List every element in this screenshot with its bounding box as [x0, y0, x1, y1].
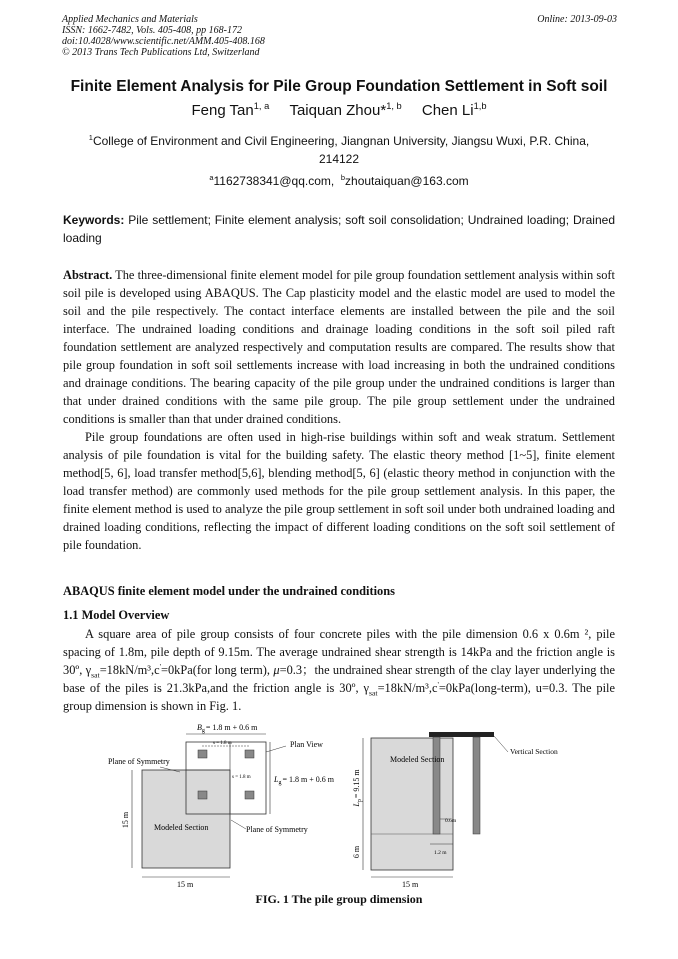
modeled-section-label: Modeled Section [390, 755, 445, 764]
journal-issn: ISSN: 1662-7482, Vols. 405-408, pp 168-172 [62, 25, 242, 36]
pile-plan [198, 791, 207, 799]
journal-name: Applied Mechanics and Materials [62, 14, 198, 25]
vertical-section-label: Vertical Section [510, 747, 558, 756]
width-label: 15 m [177, 880, 194, 889]
plane-symmetry-label: Plane of Symmetry [108, 757, 170, 766]
bg-label: $B_g= 1.8$ m + 0.6 m [197, 723, 258, 734]
author: Feng Tan$^{1, a}$ [191, 101, 270, 119]
figure-caption: FIG. 1 The pile group dimension [255, 892, 423, 906]
pile-plan [198, 750, 207, 758]
width-label: 15 m [402, 880, 419, 889]
affiliation: $^1$College of Environment and Civil Engineering, Jiangnan University, Jiangsu Wuxi, P.R. China, 214122 [88, 133, 590, 166]
plan-view-label: Plan View [290, 740, 323, 749]
abstract-section [63, 266, 615, 554]
figure-1 [100, 716, 620, 892]
author: Taiquan Zhou*$^{1, b}$ [289, 101, 402, 119]
journal-copyright: © 2013 Trans Tech Publications Ltd, Switzerland [62, 47, 260, 58]
journal-doi: doi:10.4028/www.scientific.net/AMM.405-408.168 [62, 36, 265, 47]
email-link[interactable]: 1162738341@qq.com, [213, 174, 335, 188]
plane-symmetry-label: Plane of Symmetry [246, 825, 308, 834]
model-paragraph: A square area of pile group consists of four concrete piles with the pile dimension 0.6 x 0.6m ², pile spacing of 1.8m, pile depth of 9.15m. The average undrained shear strength is 14kPa and the friction angle is 30º, $\gamma_{sat}=18kN/m^3,c'=0kPa(for$ long term), μ=0.3；the undrained shear strength of the clay layer underlying the base of the piles is 21.3kPa,and the friction angle is 30º, $\gamma_{sat}=18kN/m^3,c'=0kPa(long-term)$, u=0.3. The pile group dimension is shown in Fig. 1. [63, 627, 616, 713]
depth-label: 6 m [352, 845, 361, 859]
keywords: Keywords: Pile settlement; Finite element analysis; soft soil consolidation; Undrained loading; Drained loading [63, 213, 615, 245]
paper-title: Finite Element Analysis for Pile Group Foundation Settlement in Soft soil [70, 78, 608, 95]
pile-section [433, 737, 440, 834]
author-list [40, 102, 638, 119]
lg-label: $L_g= 1.8$ m + 0.6 m [274, 775, 334, 786]
model-overview [63, 625, 615, 715]
pile-cap [429, 732, 494, 737]
spacing-label-right: s = 1.8 m [232, 775, 251, 780]
subsection-heading: 1.1 Model Overview [63, 608, 170, 622]
author-emails: $^a$1162738341@qq.com, $^b$zhoutaiquan@163.com [209, 173, 469, 188]
email-link[interactable]: zhoutaiquan@163.com [345, 174, 469, 188]
pile-section [473, 737, 480, 834]
pile-width-label: 0.6m [445, 818, 457, 824]
half-spacing-label: 1.2 m [434, 850, 447, 856]
online-date: Online: 2013-09-03 [537, 14, 617, 25]
lp-label: $L_p= 9.15$ m [352, 769, 363, 807]
spacing-label-top: s = 1.8 m [213, 741, 232, 746]
pile-group-diagram [100, 716, 620, 892]
modeled-section-label: Modeled Section [154, 823, 209, 832]
intro-paragraph: Pile group foundations are often used in high-rise buildings within soft and weak stratum. Settlement analysis of pile foundation is vital for the building safety. The elastic theory method [1~5], finite element method[5, 6], load transfer method[5,6], blending method[5, 6] (elastic theory method in conjunction with the load transfer method) are commonly used methods for the pile group settlement analysis. In this paper, the finite element method is used to analyze the pile group settlement in soft soil under both undrained loading and drained loading conditions, reflecting the impact of different loading conditions on the soft soil settlement of pile foundation. [63, 430, 615, 552]
abstract-paragraph: Abstract. The three-dimensional finite element model for pile group foundation settlement analysis within soft soil pile is developed using ABAQUS. The Cap plasticity model and the elastic model are used to model the soil and the pile respectively. The contact interface elements are installed between the pile and the soil interface. The undrained loading conditions and drainage loading conditions in the soft soil piled raft foundation settlement are analyzed respectively and computation results are compared. The results show that pile group foundation in soft soil settlements increase with load increasing in both the undrained conditions and drainage conditions. The bearing capacity of the pile group under the undrained conditions is larger than that under drained conditions with the same pile group. The pile group settlement under the undrained conditions is smaller than that under drained conditions. [63, 268, 615, 426]
author: Chen Li$^{1,b}$ [421, 101, 487, 119]
section-heading: ABAQUS finite element model under the undrained conditions [63, 584, 395, 598]
height-label: 15 m [121, 811, 130, 829]
journal-header [62, 14, 617, 58]
pile-plan [245, 750, 254, 758]
pile-plan [245, 791, 254, 799]
